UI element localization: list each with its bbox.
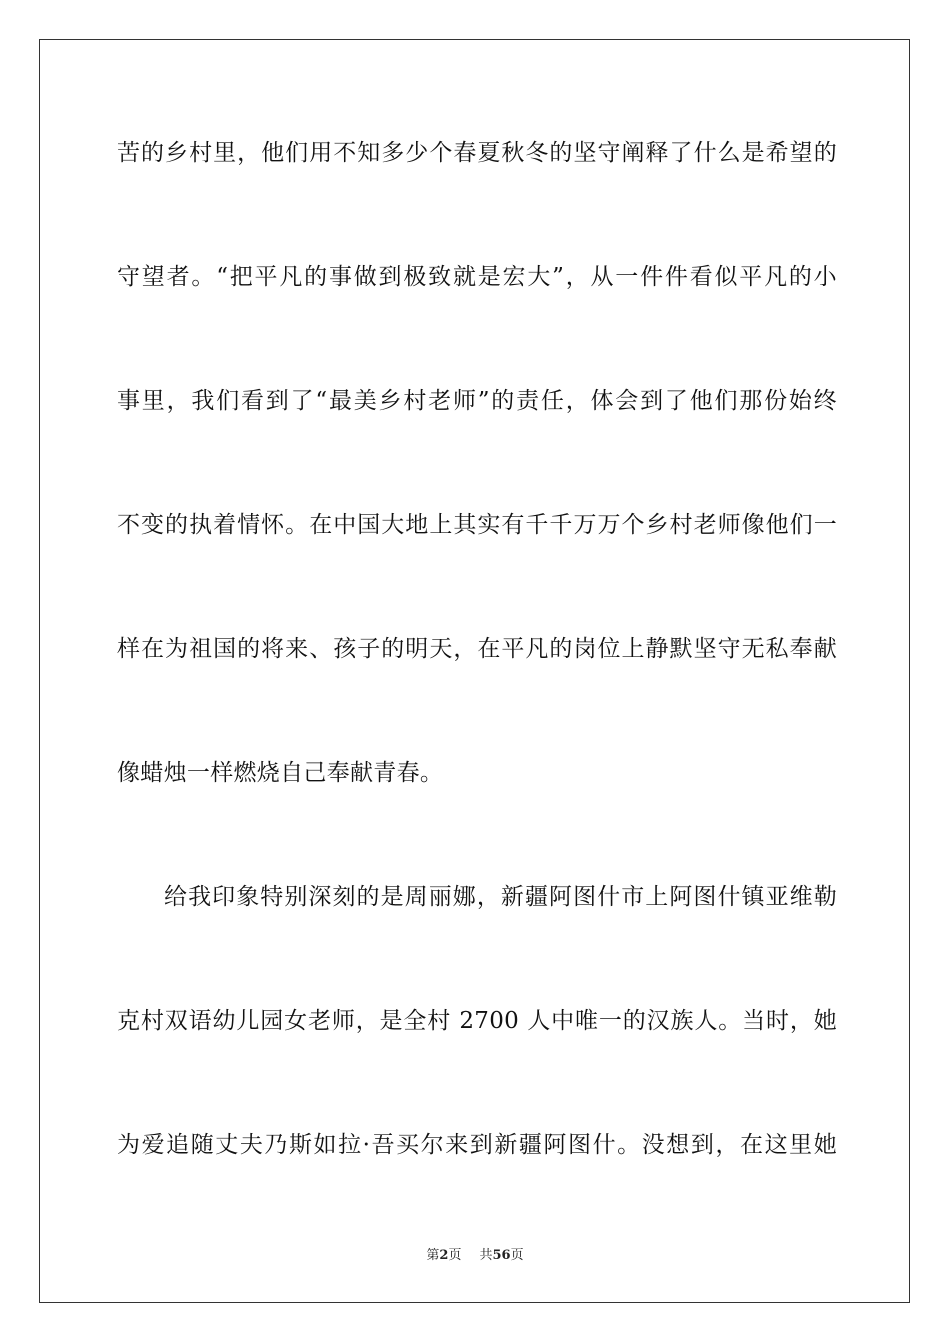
total-prefix: 共 xyxy=(479,1248,493,1263)
paragraph-first-line: 给我印象特别深刻的是周丽娜，新疆阿图什市上阿图什镇亚维勒 xyxy=(164,884,837,910)
page-prefix: 第 xyxy=(426,1248,440,1263)
page-frame xyxy=(39,39,910,1303)
page-number: 2 xyxy=(439,1248,449,1263)
body-text-line: 为爱追随丈夫乃斯如拉·吾买尔来到新疆阿图什。没想到，在这里她 xyxy=(117,1132,837,1158)
body-text-line: 苦的乡村里，他们用不知多少个春夏秋冬的坚守阐释了什么是希望的 xyxy=(117,140,837,166)
body-text-line: 不变的执着情怀。在中国大地上其实有千千万万个乡村老师像他们一 xyxy=(117,512,837,538)
body-text-line: 像蜡烛一样燃烧自己奉献青春。 xyxy=(117,760,444,786)
total-pages: 56 xyxy=(492,1248,511,1263)
body-text-line: 克村双语幼儿园女老师，是全村 2700 人中唯一的汉族人。当时，她 xyxy=(117,1008,837,1034)
total-unit: 页 xyxy=(510,1248,524,1263)
body-text-line: 守望者。“把平凡的事做到极致就是宏大”，从一件件看似平凡的小 xyxy=(117,264,837,290)
body-text-line: 事里，我们看到了“最美乡村老师”的责任，体会到了他们那份始终 xyxy=(117,388,837,414)
body-text-line: 样在为祖国的将来、孩子的明天，在平凡的岗位上静默坚守无私奉献 xyxy=(117,636,837,662)
page-unit: 页 xyxy=(448,1248,462,1263)
page-footer xyxy=(0,1248,950,1264)
